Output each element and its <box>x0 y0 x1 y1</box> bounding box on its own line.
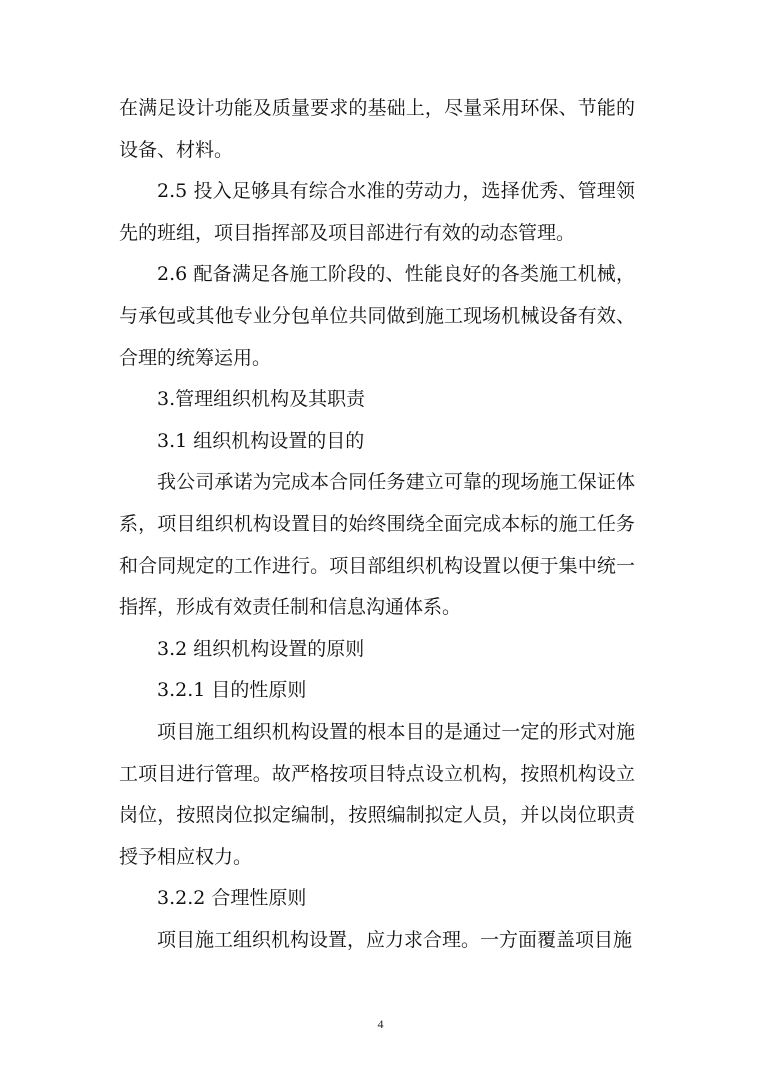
section-heading-3: 3.管理组织机构及其职责 <box>157 388 366 411</box>
paragraph-3-2-2-body: 项目施工组织机构设置，应力求合理。一方面覆盖项目施 <box>157 928 633 951</box>
paragraph-2-5-labor: 2.5 投入足够具有综合水准的劳动力，选择优秀、管理领先的班组，项目指挥部及项目部进行有效的动态管理。 <box>119 180 635 244</box>
paragraph-continuation: 在满足设计功能及质量要求的基础上，尽量采用环保、节能的设备、材料。 <box>119 97 635 161</box>
paragraph-3-1-body: 我公司承诺为完成本合同任务建立可靠的现场施工保证体系，项目组织机构设置目的始终围绕全面完成本标的施工任务和合同规定的工作进行。项目部组织机构设置以便于集中统一指挥，形成有效责任制和信息沟通体系。 <box>119 471 635 619</box>
paragraph-2-6-machinery: 2.6 配备满足各施工阶段的、性能良好的各类施工机械，与承包或其他专业分包单位共同做到施工现场机械设备有效、合理的统筹运用。 <box>119 263 635 369</box>
subsection-heading-3-2-2: 3.2.2 合理性原则 <box>157 887 307 910</box>
body-text <box>119 88 635 961</box>
page-number: 4 <box>377 1017 384 1031</box>
subsection-heading-3-2-1: 3.2.1 目的性原则 <box>157 679 307 702</box>
subsection-heading-3-1: 3.1 组织机构设置的目的 <box>157 429 365 452</box>
paragraph-3-2-1-body: 项目施工组织机构设置的根本目的是通过一定的形式对施工项目进行管理。故严格按项目特点设立机构，按照机构设立岗位，按照岗位拟定编制，按照编制拟定人员，并以岗位职责授予相应权力。 <box>119 720 635 868</box>
subsection-heading-3-2: 3.2 组织机构设置的原则 <box>157 637 365 660</box>
